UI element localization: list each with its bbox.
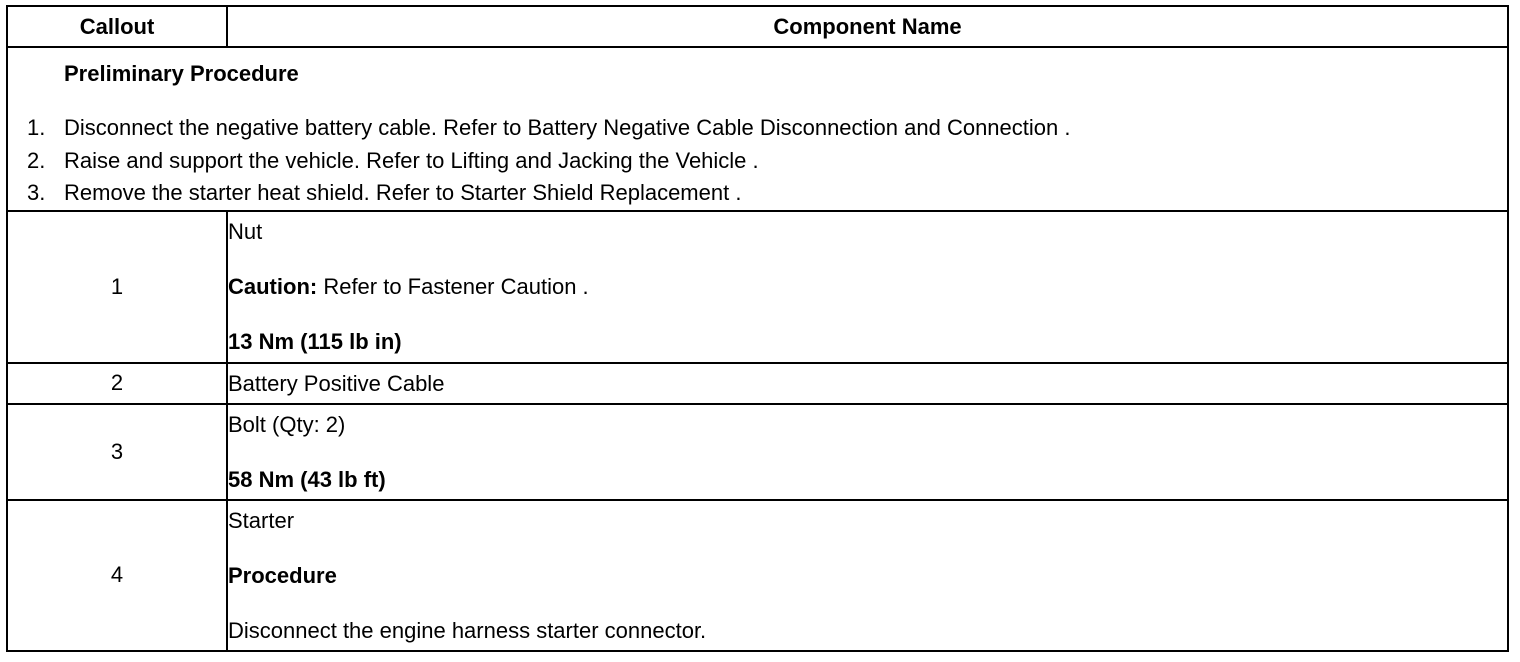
torque-spec: 58 Nm (43 lb ft) xyxy=(228,466,386,492)
component-name: Nut xyxy=(228,219,263,244)
component-name: Starter xyxy=(228,507,295,533)
step-number: 1. xyxy=(27,115,46,140)
callout-number: 2 xyxy=(7,363,227,404)
caution-note xyxy=(228,273,1507,300)
preliminary-steps xyxy=(8,112,1507,210)
component-cell xyxy=(227,363,1508,404)
torque-spec: 13 Nm (115 lb in) xyxy=(228,329,402,354)
table-row xyxy=(7,363,1508,404)
preliminary-step xyxy=(8,112,1507,145)
step-number: 2. xyxy=(27,147,46,173)
preliminary-cell xyxy=(7,47,1508,211)
header-component-name: Component Name xyxy=(227,6,1508,47)
table-row xyxy=(7,404,1508,500)
component-cell xyxy=(227,211,1508,363)
callout-number: 4 xyxy=(7,500,227,651)
procedure-label: Procedure xyxy=(228,562,337,588)
component-cell xyxy=(227,404,1508,500)
callout-number: 1 xyxy=(7,211,227,363)
caution-label: Caution: xyxy=(228,274,318,299)
component-cell xyxy=(227,500,1508,651)
table-header-row xyxy=(7,6,1508,47)
preliminary-step xyxy=(8,177,1507,210)
caution-text: Refer to Fastener Caution . xyxy=(317,274,589,299)
component-name: Bolt (Qty: 2) xyxy=(228,411,346,437)
component-table xyxy=(6,5,1509,652)
step-text: Disconnect the negative battery cable. Refer to Battery Negative Cable Disconnection and Connection . xyxy=(64,115,1071,140)
table-row xyxy=(7,211,1508,363)
step-text: Raise and support the vehicle. Refer to Lifting and Jacking the Vehicle . xyxy=(64,147,759,173)
procedure-text: Disconnect the engine harness starter connector. xyxy=(228,617,707,643)
component-name: Battery Positive Cable xyxy=(228,370,445,396)
step-text: Remove the starter heat shield. Refer to Starter Shield Replacement . xyxy=(64,180,742,205)
step-number: 3. xyxy=(27,180,46,205)
preliminary-step xyxy=(8,145,1507,178)
table-row xyxy=(7,500,1508,651)
preliminary-row xyxy=(7,47,1508,211)
callout-number: 3 xyxy=(7,404,227,500)
preliminary-title: Preliminary Procedure xyxy=(64,61,299,86)
header-callout: Callout xyxy=(7,6,227,47)
